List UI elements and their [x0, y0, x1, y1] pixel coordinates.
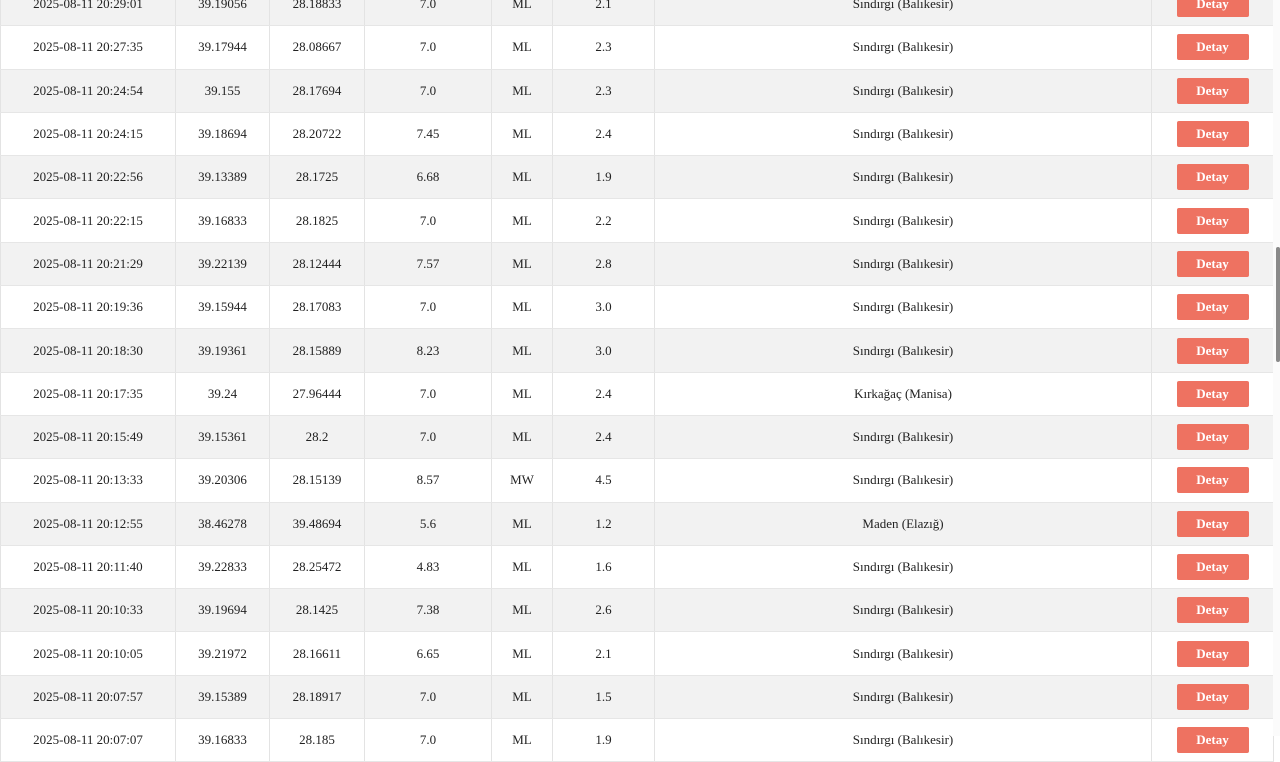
depth-cell: 6.68 [365, 156, 492, 199]
table-row [1, 112, 1274, 155]
magnitude-type-cell: ML [492, 329, 553, 372]
longitude-cell: 28.20722 [270, 112, 365, 155]
longitude-cell: 28.15139 [270, 459, 365, 502]
table-row [1, 719, 1274, 762]
table-row [1, 675, 1274, 718]
latitude-cell: 39.18694 [176, 112, 270, 155]
detail-button[interactable]: Detay [1177, 208, 1249, 234]
latitude-cell: 39.24 [176, 372, 270, 415]
magnitude-type-cell: ML [492, 372, 553, 415]
longitude-cell: 27.96444 [270, 372, 365, 415]
location-cell: Sındırgı (Balıkesir) [655, 589, 1152, 632]
date-cell: 2025-08-11 20:11:40 [1, 545, 176, 588]
magnitude-type-cell: ML [492, 26, 553, 69]
table-row [1, 589, 1274, 632]
longitude-cell: 28.18833 [270, 0, 365, 26]
depth-cell: 5.6 [365, 502, 492, 545]
action-cell [1152, 589, 1274, 632]
detail-button[interactable]: Detay [1177, 338, 1249, 364]
latitude-cell: 39.15944 [176, 286, 270, 329]
detail-button[interactable]: Detay [1177, 381, 1249, 407]
latitude-cell: 39.20306 [176, 459, 270, 502]
longitude-cell: 28.17694 [270, 69, 365, 112]
magnitude-type-cell: ML [492, 502, 553, 545]
longitude-cell: 28.15889 [270, 329, 365, 372]
depth-cell: 7.45 [365, 112, 492, 155]
longitude-cell: 39.48694 [270, 502, 365, 545]
scrollbar-thumb[interactable] [1276, 247, 1280, 362]
detail-button[interactable]: Detay [1177, 164, 1249, 190]
depth-cell: 8.23 [365, 329, 492, 372]
action-cell [1152, 459, 1274, 502]
longitude-cell: 28.1725 [270, 156, 365, 199]
latitude-cell: 39.13389 [176, 156, 270, 199]
action-cell [1152, 0, 1274, 26]
magnitude-cell: 2.8 [553, 242, 655, 285]
action-cell [1152, 502, 1274, 545]
table-row [1, 286, 1274, 329]
detail-button[interactable]: Detay [1177, 251, 1249, 277]
latitude-cell: 39.19361 [176, 329, 270, 372]
location-cell: Sındırgı (Balıkesir) [655, 719, 1152, 762]
detail-button[interactable]: Detay [1177, 0, 1249, 17]
date-cell: 2025-08-11 20:17:35 [1, 372, 176, 415]
latitude-cell: 39.15361 [176, 415, 270, 458]
action-cell [1152, 675, 1274, 718]
magnitude-cell: 2.4 [553, 112, 655, 155]
location-cell: Sındırgı (Balıkesir) [655, 69, 1152, 112]
magnitude-type-cell: MW [492, 459, 553, 502]
depth-cell: 8.57 [365, 459, 492, 502]
depth-cell: 7.0 [365, 0, 492, 26]
detail-button[interactable]: Detay [1177, 294, 1249, 320]
depth-cell: 7.0 [365, 69, 492, 112]
longitude-cell: 28.1825 [270, 199, 365, 242]
magnitude-type-cell: ML [492, 156, 553, 199]
magnitude-cell: 2.4 [553, 415, 655, 458]
longitude-cell: 28.2 [270, 415, 365, 458]
action-cell [1152, 112, 1274, 155]
location-cell: Sındırgı (Balıkesir) [655, 26, 1152, 69]
table-row [1, 502, 1274, 545]
action-cell [1152, 632, 1274, 675]
table-row [1, 242, 1274, 285]
magnitude-cell: 2.2 [553, 199, 655, 242]
detail-button[interactable]: Detay [1177, 424, 1249, 450]
magnitude-type-cell: ML [492, 675, 553, 718]
depth-cell: 7.38 [365, 589, 492, 632]
date-cell: 2025-08-11 20:24:15 [1, 112, 176, 155]
latitude-cell: 39.16833 [176, 199, 270, 242]
longitude-cell: 28.25472 [270, 545, 365, 588]
depth-cell: 7.0 [365, 372, 492, 415]
action-cell [1152, 156, 1274, 199]
date-cell: 2025-08-11 20:18:30 [1, 329, 176, 372]
detail-button[interactable]: Detay [1177, 467, 1249, 493]
action-cell [1152, 719, 1274, 762]
magnitude-cell: 1.9 [553, 719, 655, 762]
depth-cell: 7.57 [365, 242, 492, 285]
date-cell: 2025-08-11 20:27:35 [1, 26, 176, 69]
table-row [1, 156, 1274, 199]
detail-button[interactable]: Detay [1177, 78, 1249, 104]
magnitude-cell: 2.4 [553, 372, 655, 415]
table-row [1, 415, 1274, 458]
location-cell: Sındırgı (Balıkesir) [655, 286, 1152, 329]
location-cell: Sındırgı (Balıkesir) [655, 545, 1152, 588]
action-cell [1152, 26, 1274, 69]
magnitude-cell: 1.2 [553, 502, 655, 545]
latitude-cell: 39.155 [176, 69, 270, 112]
location-cell: Sındırgı (Balıkesir) [655, 329, 1152, 372]
detail-button[interactable]: Detay [1177, 34, 1249, 60]
table-row [1, 0, 1274, 26]
magnitude-type-cell: ML [492, 199, 553, 242]
location-cell: Sındırgı (Balıkesir) [655, 0, 1152, 26]
table-row [1, 69, 1274, 112]
latitude-cell: 39.22139 [176, 242, 270, 285]
depth-cell: 7.0 [365, 675, 492, 718]
detail-button[interactable]: Detay [1177, 641, 1249, 667]
magnitude-type-cell: ML [492, 545, 553, 588]
action-cell [1152, 372, 1274, 415]
detail-button[interactable]: Detay [1177, 554, 1249, 580]
location-cell: Sındırgı (Balıkesir) [655, 675, 1152, 718]
location-cell: Sındırgı (Balıkesir) [655, 242, 1152, 285]
magnitude-cell: 1.5 [553, 675, 655, 718]
vertical-scrollbar[interactable] [1273, 0, 1280, 736]
depth-cell: 7.0 [365, 286, 492, 329]
detail-button[interactable]: Detay [1177, 684, 1249, 710]
table-row [1, 372, 1274, 415]
table-row [1, 199, 1274, 242]
date-cell: 2025-08-11 20:15:49 [1, 415, 176, 458]
magnitude-type-cell: ML [492, 286, 553, 329]
date-cell: 2025-08-11 20:22:15 [1, 199, 176, 242]
date-cell: 2025-08-11 20:10:33 [1, 589, 176, 632]
longitude-cell: 28.185 [270, 719, 365, 762]
date-cell: 2025-08-11 20:07:07 [1, 719, 176, 762]
latitude-cell: 39.22833 [176, 545, 270, 588]
table-row [1, 26, 1274, 69]
magnitude-type-cell: ML [492, 69, 553, 112]
date-cell: 2025-08-11 20:07:57 [1, 675, 176, 718]
action-cell [1152, 199, 1274, 242]
latitude-cell: 39.19056 [176, 0, 270, 26]
magnitude-cell: 3.0 [553, 286, 655, 329]
depth-cell: 7.0 [365, 26, 492, 69]
detail-button[interactable]: Detay [1177, 727, 1249, 753]
date-cell: 2025-08-11 20:12:55 [1, 502, 176, 545]
date-cell: 2025-08-11 20:19:36 [1, 286, 176, 329]
location-cell: Sındırgı (Balıkesir) [655, 459, 1152, 502]
action-cell [1152, 242, 1274, 285]
depth-cell: 7.0 [365, 199, 492, 242]
action-cell [1152, 329, 1274, 372]
table-row [1, 545, 1274, 588]
table-row [1, 329, 1274, 372]
latitude-cell: 38.46278 [176, 502, 270, 545]
detail-button[interactable]: Detay [1177, 511, 1249, 537]
magnitude-cell: 3.0 [553, 329, 655, 372]
magnitude-cell: 1.9 [553, 156, 655, 199]
action-cell [1152, 286, 1274, 329]
magnitude-type-cell: ML [492, 0, 553, 26]
magnitude-cell: 2.3 [553, 69, 655, 112]
longitude-cell: 28.18917 [270, 675, 365, 718]
action-cell [1152, 415, 1274, 458]
magnitude-cell: 2.1 [553, 632, 655, 675]
table-row [1, 632, 1274, 675]
latitude-cell: 39.16833 [176, 719, 270, 762]
magnitude-type-cell: ML [492, 632, 553, 675]
magnitude-type-cell: ML [492, 242, 553, 285]
depth-cell: 4.83 [365, 545, 492, 588]
magnitude-type-cell: ML [492, 415, 553, 458]
date-cell: 2025-08-11 20:13:33 [1, 459, 176, 502]
magnitude-type-cell: ML [492, 589, 553, 632]
location-cell: Sındırgı (Balıkesir) [655, 199, 1152, 242]
detail-button[interactable]: Detay [1177, 121, 1249, 147]
depth-cell: 7.0 [365, 415, 492, 458]
table-row [1, 459, 1274, 502]
date-cell: 2025-08-11 20:21:29 [1, 242, 176, 285]
location-cell: Kırkağaç (Manisa) [655, 372, 1152, 415]
date-cell: 2025-08-11 20:22:56 [1, 156, 176, 199]
table-body [1, 0, 1274, 762]
magnitude-cell: 2.3 [553, 26, 655, 69]
latitude-cell: 39.17944 [176, 26, 270, 69]
magnitude-cell: 1.6 [553, 545, 655, 588]
magnitude-cell: 2.1 [553, 0, 655, 26]
magnitude-type-cell: ML [492, 112, 553, 155]
longitude-cell: 28.12444 [270, 242, 365, 285]
depth-cell: 6.65 [365, 632, 492, 675]
location-cell: Sındırgı (Balıkesir) [655, 632, 1152, 675]
longitude-cell: 28.16611 [270, 632, 365, 675]
longitude-cell: 28.08667 [270, 26, 365, 69]
longitude-cell: 28.1425 [270, 589, 365, 632]
latitude-cell: 39.21972 [176, 632, 270, 675]
longitude-cell: 28.17083 [270, 286, 365, 329]
action-cell [1152, 69, 1274, 112]
date-cell: 2025-08-11 20:10:05 [1, 632, 176, 675]
depth-cell: 7.0 [365, 719, 492, 762]
location-cell: Maden (Elazığ) [655, 502, 1152, 545]
location-cell: Sındırgı (Balıkesir) [655, 415, 1152, 458]
latitude-cell: 39.15389 [176, 675, 270, 718]
date-cell: 2025-08-11 20:24:54 [1, 69, 176, 112]
detail-button[interactable]: Detay [1177, 597, 1249, 623]
magnitude-cell: 4.5 [553, 459, 655, 502]
latitude-cell: 39.19694 [176, 589, 270, 632]
action-cell [1152, 545, 1274, 588]
magnitude-cell: 2.6 [553, 589, 655, 632]
magnitude-type-cell: ML [492, 719, 553, 762]
location-cell: Sındırgı (Balıkesir) [655, 112, 1152, 155]
date-cell: 2025-08-11 20:29:01 [1, 0, 176, 26]
location-cell: Sındırgı (Balıkesir) [655, 156, 1152, 199]
